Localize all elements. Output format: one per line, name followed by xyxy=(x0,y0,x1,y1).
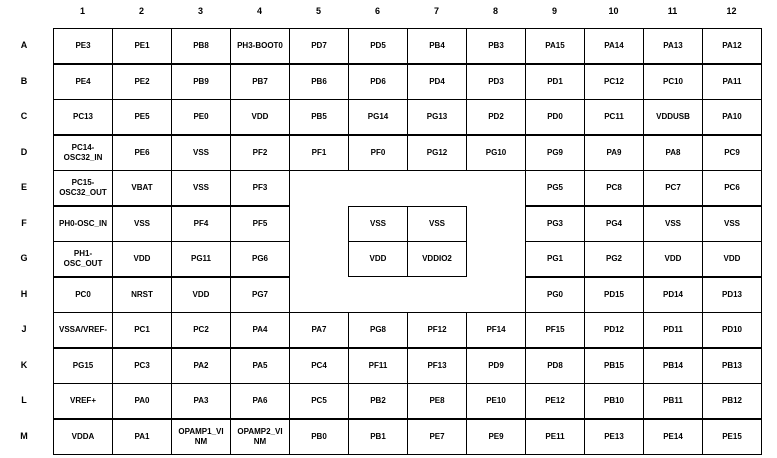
row-label-M: M xyxy=(20,430,28,441)
pin-C10 xyxy=(584,99,644,135)
pin-label: PF1 xyxy=(311,148,327,157)
pin-label: PE6 xyxy=(134,148,150,157)
pin-label: VSS xyxy=(369,219,386,228)
pin-E9 xyxy=(525,170,585,206)
pin-label: PG14 xyxy=(367,112,389,121)
pin-B11 xyxy=(643,64,703,100)
pin-F12 xyxy=(702,206,762,242)
pin-label: PE0 xyxy=(193,112,209,121)
pin-label: PA8 xyxy=(665,148,681,157)
pin-label: PA1 xyxy=(134,432,150,441)
pin-M10 xyxy=(584,419,644,455)
pin-label: PG13 xyxy=(426,112,448,121)
pin-C1 xyxy=(53,99,113,135)
pin-D4 xyxy=(230,135,290,171)
pin-label: PD1 xyxy=(547,77,563,86)
column-label-5: 5 xyxy=(315,6,321,16)
pin-D3 xyxy=(171,135,231,171)
pin-M2 xyxy=(112,419,172,455)
pin-H11 xyxy=(643,277,703,313)
pin-label: PD11 xyxy=(663,325,683,334)
pin-L5 xyxy=(289,383,349,419)
pin-label: PG6 xyxy=(251,254,268,263)
pin-label: PB3 xyxy=(488,41,504,50)
pin-K5 xyxy=(289,348,349,384)
pin-F9 xyxy=(525,206,585,242)
pin-L10 xyxy=(584,383,644,419)
pin-H9 xyxy=(525,277,585,313)
pin-label: PD0 xyxy=(547,112,563,121)
pin-label: PG3 xyxy=(546,219,563,228)
pin-L2 xyxy=(112,383,172,419)
column-label-6: 6 xyxy=(374,6,380,16)
pin-label: PG10 xyxy=(485,148,507,157)
pin-label: PE13 xyxy=(604,432,624,441)
pin-A6 xyxy=(348,28,408,64)
pin-label: PG11 xyxy=(190,254,211,263)
pin-label: PE9 xyxy=(488,432,504,441)
pin-label: PE14 xyxy=(663,432,683,441)
pin-label: PE12 xyxy=(545,396,565,405)
pin-label: PD10 xyxy=(721,325,742,334)
pin-H2 xyxy=(112,277,172,313)
pin-label: VSS xyxy=(192,148,209,157)
pin-label: PG15 xyxy=(72,361,94,370)
pin-label: PC9 xyxy=(724,148,740,157)
pin-D7 xyxy=(407,135,467,171)
pin-label: PF0 xyxy=(370,148,386,157)
pin-G10 xyxy=(584,241,644,277)
pin-label: PF14 xyxy=(486,325,506,334)
pin-label: PC4 xyxy=(311,361,327,370)
pin-F10 xyxy=(584,206,644,242)
pin-label: PG4 xyxy=(605,219,622,228)
pin-D2 xyxy=(112,135,172,171)
pin-L1 xyxy=(53,383,113,419)
column-label-7: 7 xyxy=(433,6,439,16)
pin-M4 xyxy=(230,419,290,455)
pin-label: PC12 xyxy=(603,77,624,86)
pin-M3 xyxy=(171,419,231,455)
row-label-A: A xyxy=(20,40,28,50)
pin-label: PG1 xyxy=(546,254,563,263)
pin-label: OPAMP2_VI NM xyxy=(237,427,283,446)
pin-F3 xyxy=(171,206,231,242)
pin-label: PF2 xyxy=(252,148,268,157)
column-label-4: 4 xyxy=(256,6,262,16)
pin-label: PC3 xyxy=(134,361,150,370)
pin-J5 xyxy=(289,312,349,348)
pin-label: PD14 xyxy=(662,290,683,299)
column-label-9: 9 xyxy=(551,6,557,16)
pin-label: PD3 xyxy=(488,77,504,86)
pin-E4 xyxy=(230,170,290,206)
column-label-1: 1 xyxy=(79,6,85,16)
pin-label: PB10 xyxy=(603,396,624,405)
pin-label: PB9 xyxy=(193,77,209,86)
pin-label: PB2 xyxy=(370,396,386,405)
row-label-F: F xyxy=(21,217,27,228)
pin-B2 xyxy=(112,64,172,100)
pin-label: PB15 xyxy=(603,361,624,370)
pin-label: PB13 xyxy=(721,361,742,370)
column-label-2: 2 xyxy=(138,6,144,16)
pin-label: PF12 xyxy=(427,325,447,334)
pin-label: VDD xyxy=(723,254,741,263)
pin-F1 xyxy=(53,206,113,242)
pin-label: PC2 xyxy=(193,325,209,334)
pin-F7 xyxy=(407,206,467,242)
pin-K12 xyxy=(702,348,762,384)
pin-G12 xyxy=(702,241,762,277)
pin-J12 xyxy=(702,312,762,348)
pin-M8 xyxy=(466,419,526,455)
row-label-G: G xyxy=(20,253,28,263)
pin-C7 xyxy=(407,99,467,135)
pin-label: VSS xyxy=(723,219,740,228)
pin-label: PA11 xyxy=(722,77,742,86)
pin-label: PG12 xyxy=(426,148,448,157)
pin-E3 xyxy=(171,170,231,206)
pin-label: PA3 xyxy=(193,396,209,405)
pin-label: PA12 xyxy=(722,41,742,50)
row-label-B: B xyxy=(20,75,28,86)
pin-label: PA6 xyxy=(252,396,268,405)
pin-B12 xyxy=(702,64,762,100)
pin-label: PB6 xyxy=(311,77,327,86)
column-label-3: 3 xyxy=(197,6,203,16)
pin-label: PA5 xyxy=(252,361,268,370)
pin-C12 xyxy=(702,99,762,135)
pin-label: PB0 xyxy=(311,432,327,441)
pin-K1 xyxy=(53,348,113,384)
pin-D5 xyxy=(289,135,349,171)
pin-L8 xyxy=(466,383,526,419)
pin-H3 xyxy=(171,277,231,313)
pin-label: PB11 xyxy=(663,396,683,405)
pin-C11 xyxy=(643,99,703,135)
pin-label: PA2 xyxy=(193,361,209,370)
pin-M5 xyxy=(289,419,349,455)
pin-H12 xyxy=(702,277,762,313)
pin-K4 xyxy=(230,348,290,384)
pin-label: PD4 xyxy=(429,77,445,86)
pin-E11 xyxy=(643,170,703,206)
pin-B3 xyxy=(171,64,231,100)
pin-label: PE15 xyxy=(722,432,742,441)
row-label-E: E xyxy=(20,182,27,192)
pin-label: PA14 xyxy=(604,41,624,50)
pin-G2 xyxy=(112,241,172,277)
pin-label: PD15 xyxy=(603,290,624,299)
pin-L9 xyxy=(525,383,585,419)
pin-K2 xyxy=(112,348,172,384)
pin-C2 xyxy=(112,99,172,135)
pin-label: PG9 xyxy=(546,148,563,157)
pin-L7 xyxy=(407,383,467,419)
pin-M9 xyxy=(525,419,585,455)
pin-B7 xyxy=(407,64,467,100)
pin-D1 xyxy=(53,135,113,171)
pin-M11 xyxy=(643,419,703,455)
pin-label: PG5 xyxy=(546,183,563,192)
pin-D8 xyxy=(466,135,526,171)
pin-B8 xyxy=(466,64,526,100)
pin-label: VDD xyxy=(133,254,151,263)
pin-C5 xyxy=(289,99,349,135)
pin-J9 xyxy=(525,312,585,348)
pin-label: PG2 xyxy=(605,254,622,263)
pin-D10 xyxy=(584,135,644,171)
pin-L3 xyxy=(171,383,231,419)
pin-label: PD12 xyxy=(603,325,624,334)
column-label-11: 11 xyxy=(667,6,678,16)
pin-K10 xyxy=(584,348,644,384)
pin-label: VREF+ xyxy=(69,396,96,405)
pin-label: PG7 xyxy=(251,290,268,299)
pin-label: VDDIO2 xyxy=(422,254,452,263)
pin-label: PC15- OSC32_OUT xyxy=(59,178,107,197)
pin-label: PE4 xyxy=(75,77,91,86)
row-label-L: L xyxy=(21,395,27,405)
pin-label: PA10 xyxy=(722,112,742,121)
pin-A11 xyxy=(643,28,703,64)
pin-label: PF4 xyxy=(193,219,209,228)
pin-L6 xyxy=(348,383,408,419)
pin-F2 xyxy=(112,206,172,242)
pin-A7 xyxy=(407,28,467,64)
pin-label: OPAMP1_VI NM xyxy=(178,427,224,446)
pin-label: PF11 xyxy=(368,361,388,370)
pin-label: PH0-OSC_IN xyxy=(58,219,107,228)
pin-D9 xyxy=(525,135,585,171)
pin-label: PA4 xyxy=(252,325,268,334)
pin-label: PD6 xyxy=(370,77,386,86)
pin-K11 xyxy=(643,348,703,384)
pin-label: PB7 xyxy=(252,77,268,86)
pin-G3 xyxy=(171,241,231,277)
column-label-12: 12 xyxy=(726,6,737,16)
row-label-H: H xyxy=(20,288,28,299)
pin-label: VSS xyxy=(664,219,681,228)
pin-label: PH3-BOOT0 xyxy=(237,41,283,50)
pin-G6 xyxy=(348,241,408,277)
pin-label: VDDA xyxy=(71,432,95,441)
pin-E10 xyxy=(584,170,644,206)
pin-A10 xyxy=(584,28,644,64)
pin-A3 xyxy=(171,28,231,64)
pin-K8 xyxy=(466,348,526,384)
pin-G9 xyxy=(525,241,585,277)
pin-label: PA7 xyxy=(311,325,327,334)
pin-G11 xyxy=(643,241,703,277)
pin-J6 xyxy=(348,312,408,348)
pin-J3 xyxy=(171,312,231,348)
pin-label: PD2 xyxy=(488,112,504,121)
pin-G4 xyxy=(230,241,290,277)
pin-H10 xyxy=(584,277,644,313)
pin-label: PH1- OSC_OUT xyxy=(63,249,103,268)
pin-label: PD5 xyxy=(370,41,386,50)
pin-label: PF3 xyxy=(252,183,268,192)
pin-E12 xyxy=(702,170,762,206)
pin-M6 xyxy=(348,419,408,455)
pin-label: PD7 xyxy=(311,41,327,50)
pin-label: PE1 xyxy=(134,41,150,50)
pin-label: PG0 xyxy=(546,290,563,299)
pin-K9 xyxy=(525,348,585,384)
pin-label: PB5 xyxy=(311,112,327,121)
row-label-K: K xyxy=(20,359,28,370)
pin-label: PC6 xyxy=(724,183,740,192)
pin-label: PB8 xyxy=(193,41,209,50)
pin-D12 xyxy=(702,135,762,171)
pin-label: VBAT xyxy=(131,183,153,192)
pin-label: VDD xyxy=(664,254,682,263)
pin-label: PC14- OSC32_IN xyxy=(63,143,103,162)
pin-J8 xyxy=(466,312,526,348)
pin-label: VSS xyxy=(192,183,209,192)
pin-label: PF13 xyxy=(427,361,447,370)
pin-M1 xyxy=(53,419,113,455)
pin-G7 xyxy=(407,241,467,277)
pin-D11 xyxy=(643,135,703,171)
pin-label: VDD xyxy=(251,112,269,121)
pin-label: PC11 xyxy=(604,112,624,121)
pin-label: PB14 xyxy=(662,361,683,370)
pin-label: VSSA/VREF- xyxy=(58,325,107,334)
pin-L11 xyxy=(643,383,703,419)
pin-label: PC5 xyxy=(311,396,327,405)
pin-label: PA13 xyxy=(663,41,683,50)
pin-label: PE7 xyxy=(429,432,445,441)
pin-label: PC0 xyxy=(75,290,91,299)
pin-B4 xyxy=(230,64,290,100)
pin-A12 xyxy=(702,28,762,64)
pin-label: PC10 xyxy=(662,77,683,86)
pin-G1 xyxy=(53,241,113,277)
pin-B10 xyxy=(584,64,644,100)
pin-E1 xyxy=(53,170,113,206)
pin-label: PA0 xyxy=(134,396,150,405)
pin-label: PE10 xyxy=(486,396,506,405)
pin-label: PG8 xyxy=(369,325,386,334)
pin-J4 xyxy=(230,312,290,348)
pin-H1 xyxy=(53,277,113,313)
pin-label: PB12 xyxy=(721,396,742,405)
pin-J10 xyxy=(584,312,644,348)
row-label-C: C xyxy=(20,111,28,121)
pin-M12 xyxy=(702,419,762,455)
pin-label: PD13 xyxy=(721,290,742,299)
pin-label: VDDUSB xyxy=(656,112,690,121)
pin-label: PF5 xyxy=(252,219,268,228)
pin-label: PB1 xyxy=(370,432,386,441)
pin-C8 xyxy=(466,99,526,135)
pin-C6 xyxy=(348,99,408,135)
pin-J7 xyxy=(407,312,467,348)
pin-label: NRST xyxy=(131,290,153,299)
row-label-J: J xyxy=(21,324,27,334)
pin-J1 xyxy=(53,312,113,348)
pin-label: PB4 xyxy=(429,41,445,50)
pin-K3 xyxy=(171,348,231,384)
pin-A2 xyxy=(112,28,172,64)
pin-label: PD8 xyxy=(547,361,563,370)
pin-A8 xyxy=(466,28,526,64)
pin-C9 xyxy=(525,99,585,135)
pin-H4 xyxy=(230,277,290,313)
pin-F6 xyxy=(348,206,408,242)
pin-J11 xyxy=(643,312,703,348)
pin-L12 xyxy=(702,383,762,419)
pin-J2 xyxy=(112,312,172,348)
pin-M7 xyxy=(407,419,467,455)
pin-label: VSS xyxy=(428,219,445,228)
pin-K6 xyxy=(348,348,408,384)
pin-B5 xyxy=(289,64,349,100)
pin-label: PE8 xyxy=(429,396,445,405)
pin-label: VDD xyxy=(369,254,387,263)
pin-B6 xyxy=(348,64,408,100)
pin-label: PE3 xyxy=(75,41,91,50)
pin-label: VSS xyxy=(133,219,150,228)
pin-F11 xyxy=(643,206,703,242)
pin-A4 xyxy=(230,28,290,64)
pin-C3 xyxy=(171,99,231,135)
pin-F4 xyxy=(230,206,290,242)
pin-label: PC7 xyxy=(665,183,681,192)
pin-label: PC1 xyxy=(134,325,150,334)
pin-label: PA9 xyxy=(606,148,622,157)
pin-A1 xyxy=(53,28,113,64)
pin-label: PE2 xyxy=(134,77,150,86)
row-label-D: D xyxy=(20,146,28,157)
pin-B9 xyxy=(525,64,585,100)
pin-label: PC13 xyxy=(72,112,93,121)
pin-C4 xyxy=(230,99,290,135)
column-label-10: 10 xyxy=(608,6,619,16)
pin-label: PD9 xyxy=(488,361,504,370)
pin-D6 xyxy=(348,135,408,171)
pin-B1 xyxy=(53,64,113,100)
pin-label: PE11 xyxy=(545,432,565,441)
pin-L4 xyxy=(230,383,290,419)
pin-label: PA15 xyxy=(545,41,565,50)
column-label-8: 8 xyxy=(492,6,498,16)
pin-label: PF15 xyxy=(545,325,565,334)
pin-E2 xyxy=(112,170,172,206)
pin-label: PE5 xyxy=(134,112,150,121)
pin-K7 xyxy=(407,348,467,384)
pin-label: VDD xyxy=(192,290,210,299)
pin-A9 xyxy=(525,28,585,64)
pin-A5 xyxy=(289,28,349,64)
pin-label: PC8 xyxy=(606,183,622,192)
